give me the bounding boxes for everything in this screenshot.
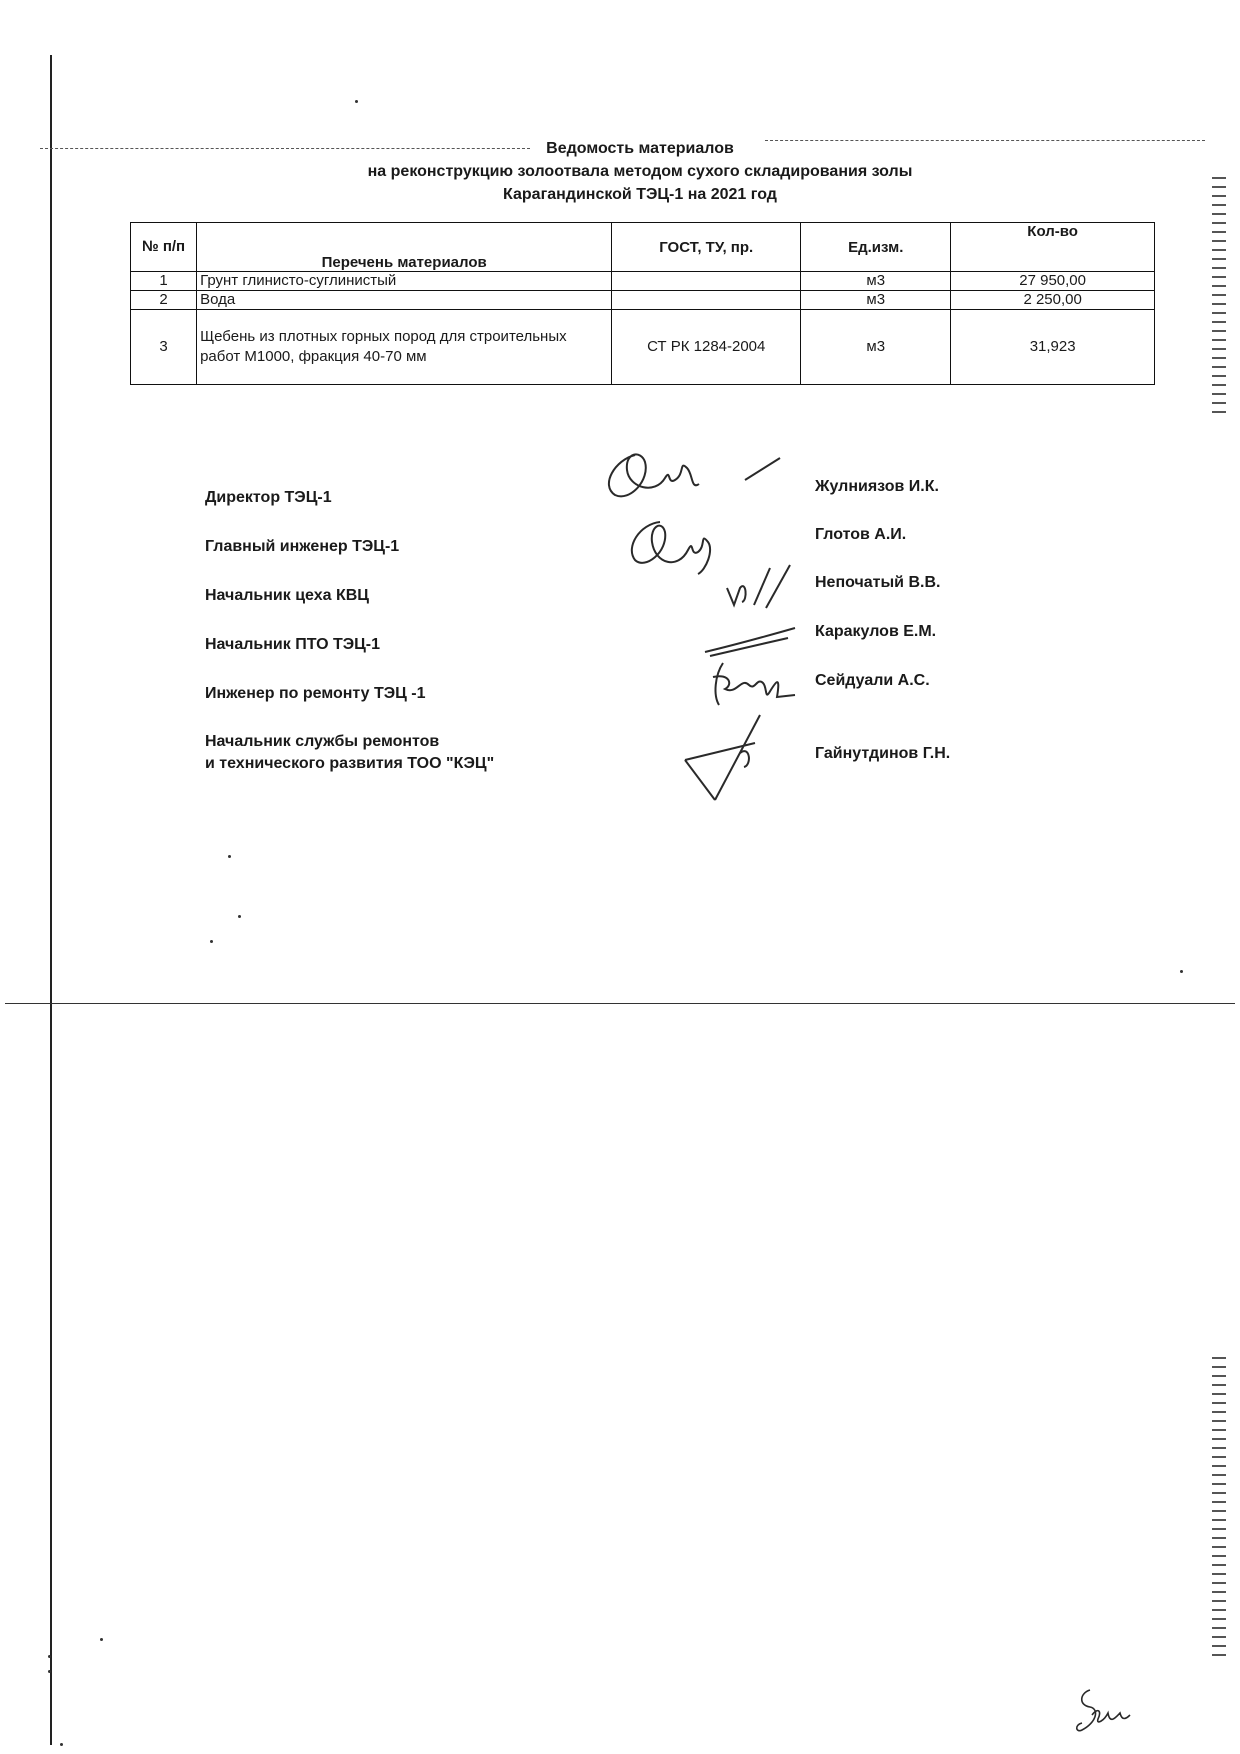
scan-horizontal-fold-line xyxy=(5,1003,1235,1004)
table-row xyxy=(131,272,1155,291)
signatory-name-seiduali: Сейдуали А.С. xyxy=(815,672,930,689)
row-unit: м3 xyxy=(801,291,951,310)
signatory-position-director: Директор ТЭЦ-1 xyxy=(205,489,332,506)
row-num: 1 xyxy=(131,272,197,291)
handwritten-signature-kvc-head xyxy=(722,560,797,615)
header-qty: Кол-во xyxy=(951,223,1155,272)
scan-edge-marks-bottom xyxy=(1212,1350,1226,1663)
row-qty: 31,923 xyxy=(951,310,1155,385)
row-name: Вода xyxy=(197,291,612,310)
document-title xyxy=(240,137,1040,206)
signatory-name-nepochatyi: Непочатый В.В. xyxy=(815,574,941,591)
table-row xyxy=(131,291,1155,310)
row-gost xyxy=(612,291,801,310)
title-line-3: Карагандинской ТЭЦ-1 на 2021 год xyxy=(503,186,777,203)
row-gost xyxy=(612,272,801,291)
scan-speck xyxy=(48,1655,51,1658)
table-header-row xyxy=(131,223,1155,272)
title-line-1: Ведомость материалов xyxy=(546,140,734,157)
scan-speck xyxy=(238,915,241,918)
row-name: Грунт глинисто-суглинистый xyxy=(197,272,612,291)
row-unit: м3 xyxy=(801,310,951,385)
header-gost: ГОСТ, ТУ, пр. xyxy=(612,223,801,272)
row-num: 2 xyxy=(131,291,197,310)
handwritten-signature-director xyxy=(595,440,815,510)
signatory-position-repair-engineer: Инженер по ремонту ТЭЦ -1 xyxy=(205,685,426,702)
signatory-name-karakulov: Каракулов Е.М. xyxy=(815,623,937,640)
row-unit: м3 xyxy=(801,272,951,291)
handwritten-initials-bottom xyxy=(1068,1685,1133,1740)
signatory-name-glotov: Глотов А.И. xyxy=(815,526,907,543)
scan-speck xyxy=(355,100,358,103)
handwritten-signature-repair-service-head xyxy=(680,705,790,805)
handwritten-signature-chief-engineer xyxy=(620,512,730,582)
header-num: № п/п xyxy=(131,223,197,272)
signatory-position-repair-service-head xyxy=(205,731,494,775)
row-num: 3 xyxy=(131,310,197,385)
signatory-position-pto-head: Начальник ПТО ТЭЦ-1 xyxy=(205,636,381,653)
signatory-position-kvc-head: Начальник цеха КВЦ xyxy=(205,587,369,604)
row-qty: 2 250,00 xyxy=(951,291,1155,310)
scan-speck xyxy=(48,1670,51,1673)
header-name: Перечень материалов xyxy=(197,223,612,272)
handwritten-signature-pto-head xyxy=(700,620,800,660)
row-qty: 27 950,00 xyxy=(951,272,1155,291)
scan-speck xyxy=(228,855,231,858)
signatory-position-chief-engineer: Главный инженер ТЭЦ-1 xyxy=(205,538,400,555)
scan-speck xyxy=(210,940,213,943)
title-line-2: на реконструкцию золоотвала методом сухого складирования золы xyxy=(367,163,913,180)
signatory-name-zhulniyazov: Жулниязов И.К. xyxy=(815,478,939,495)
materials-table xyxy=(130,222,1155,385)
row-gost: СТ РК 1284-2004 xyxy=(612,310,801,385)
scan-left-border-line xyxy=(50,55,52,1745)
scan-speck xyxy=(100,1638,103,1641)
header-unit: Ед.изм. xyxy=(801,223,951,272)
scan-edge-marks-top xyxy=(1212,170,1226,420)
scan-speck xyxy=(60,1743,63,1746)
table-row xyxy=(131,310,1155,385)
scan-speck xyxy=(1180,970,1183,973)
signatory-name-gainutdinov: Гайнутдинов Г.Н. xyxy=(815,745,951,762)
row-name: Щебень из плотных горных пород для строительных работ М1000, фракция 40-70 мм xyxy=(197,310,612,385)
position-line-1: Начальник службы ремонтов xyxy=(205,733,440,750)
handwritten-signature-repair-engineer xyxy=(705,655,805,710)
position-line-2: и технического развития ТОО "КЭЦ" xyxy=(205,755,495,772)
